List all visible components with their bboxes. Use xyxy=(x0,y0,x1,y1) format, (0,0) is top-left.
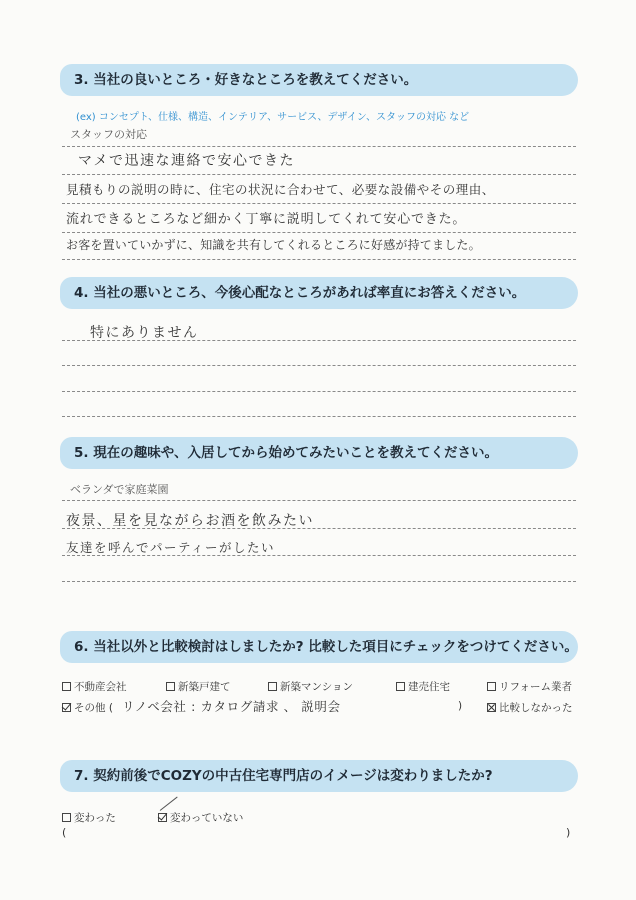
answer-line xyxy=(62,146,576,147)
q3-answer-line-2: 見積もりの説明の時に、住宅の状況に合わせて、必要な設備やその理由、 xyxy=(66,182,495,197)
answer-line xyxy=(62,528,576,529)
question-3-example: (ex) コンセプト、仕様、構造、インテリア、サービス、デザイン、スタッフの対応 など xyxy=(76,112,470,123)
checkbox[interactable] xyxy=(62,813,71,822)
question-3-title: 3. 当社の良いところ・好きなところを教えてください。 xyxy=(60,64,578,96)
option-reform[interactable]: リフォーム業者 xyxy=(487,679,572,694)
q7-paren-open: ( xyxy=(62,826,67,839)
answer-line xyxy=(62,203,576,204)
checkbox[interactable] xyxy=(487,682,496,691)
q7-paren-close: ) xyxy=(566,826,571,839)
checkbox[interactable] xyxy=(396,682,405,691)
checkbox-checked[interactable] xyxy=(62,703,71,712)
checkbox-crossed[interactable] xyxy=(487,703,496,712)
q5-answer-line-2: 夜景、星を見ながらお酒を飲みたい xyxy=(66,513,314,529)
checkbox[interactable] xyxy=(166,682,175,691)
option-other-close-paren: ) xyxy=(458,700,463,712)
checkbox[interactable] xyxy=(62,682,71,691)
answer-line xyxy=(62,391,576,392)
answer-line xyxy=(62,232,576,233)
checkbox-checked[interactable] xyxy=(158,813,167,822)
answer-line xyxy=(62,340,576,341)
answer-line xyxy=(62,500,576,501)
option-no-compare[interactable]: 比較しなかった xyxy=(487,700,573,715)
option-other[interactable]: その他 ( xyxy=(62,700,113,715)
q3-answer-heading: スタッフの対応 xyxy=(70,128,147,141)
q3-answer-line-4: お客を置いていかずに、知識を共有してくれるところに好感が持てました。 xyxy=(66,238,481,252)
option-unchanged[interactable]: 変わっていない xyxy=(158,810,243,825)
option-built-for-sale[interactable]: 建売住宅 xyxy=(396,679,450,694)
option-new-condo[interactable]: 新築マンション xyxy=(268,679,353,694)
answer-line xyxy=(62,259,576,260)
question-6-title: 6. 当社以外と比較検討はしましたか? 比較した項目にチェックをつけてください。 xyxy=(60,631,578,663)
answer-line xyxy=(62,416,576,417)
question-4-title: 4. 当社の悪いところ、今後心配なところがあれば率直にお答えください。 xyxy=(60,277,578,309)
check-stroke xyxy=(160,797,178,811)
answer-line xyxy=(62,174,576,175)
q3-answer-line-3: 流れできるところなど細かく丁寧に説明してくれて安心できた。 xyxy=(66,212,467,227)
checkbox[interactable] xyxy=(268,682,277,691)
q3-answer-line-1: マメで迅速な連絡で安心できた xyxy=(78,153,295,169)
q5-answer-line-3: 友達を呼んでパーティーがしたい xyxy=(66,540,276,555)
option-other-handwritten: リノベ会社 : カタログ請求 、 説明会 xyxy=(122,699,341,714)
question-7-title: 7. 契約前後でCOZYの中古住宅専門店のイメージは変わりましたか? xyxy=(60,760,578,792)
q5-answer-line-1: ベランダで家庭菜園 xyxy=(70,483,169,496)
question-5-title: 5. 現在の趣味や、入居してから始めてみたいことを教えてください。 xyxy=(60,437,578,469)
option-new-house[interactable]: 新築戸建て xyxy=(166,679,231,694)
q4-answer-line-1: 特にありません xyxy=(90,325,199,341)
answer-line xyxy=(62,581,576,582)
option-changed[interactable]: 変わった xyxy=(62,810,116,825)
option-real-estate[interactable]: 不動産会社 xyxy=(62,679,127,694)
answer-line xyxy=(62,555,576,556)
answer-line xyxy=(62,365,576,366)
